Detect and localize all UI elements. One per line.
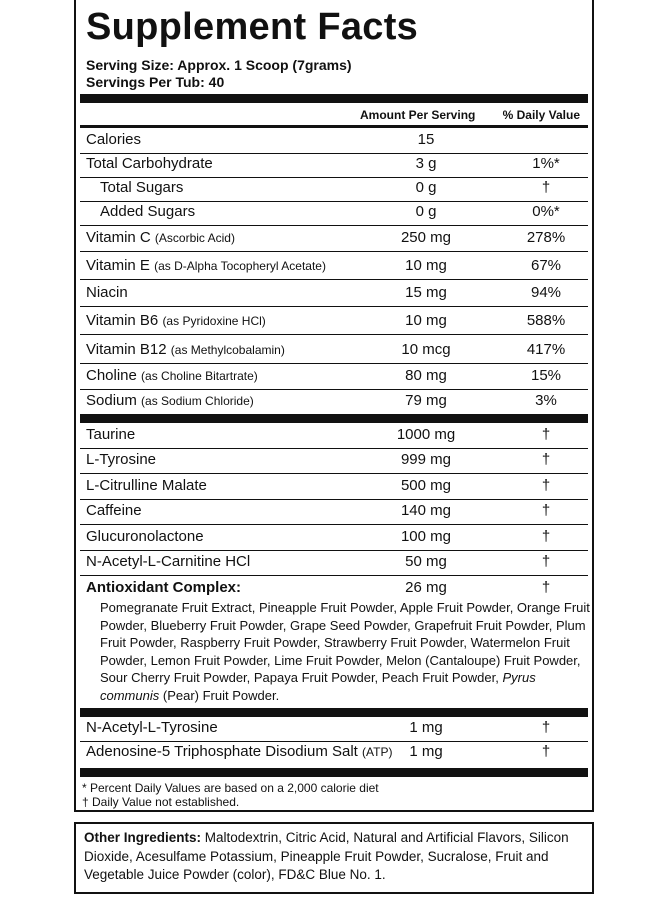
blend-text-italic: Pyrus communis <box>100 670 536 703</box>
ingredient-dv: † <box>541 477 551 494</box>
supplement-facts-panel <box>74 0 594 812</box>
ingredient-label: Adenosine-5 Triphosphate Disodium Salt <box>86 743 358 760</box>
serving-size-value: Approx. 1 Scoop (7grams) <box>177 57 352 73</box>
nutrient-amount: 0 g <box>415 179 437 196</box>
table-row <box>80 202 588 224</box>
header-daily-value: % Daily Value <box>502 108 580 122</box>
nutrient-name: Total Carbohydrate <box>86 155 213 172</box>
table-row <box>80 501 588 523</box>
row-divider <box>80 524 588 526</box>
table-row <box>80 283 588 305</box>
ingredient-dv: † <box>541 553 551 570</box>
ingredient-name: L-Tyrosine <box>86 451 157 468</box>
nutrient-name <box>86 229 235 246</box>
nutrient-amount: 250 mg <box>400 229 452 246</box>
nutrient-name <box>86 367 258 384</box>
ingredient-dv: † <box>541 528 551 545</box>
ingredient-name: Taurine <box>86 426 136 443</box>
ingredient-name: L-Citrulline Malate <box>86 477 207 494</box>
nutrient-label: Vitamin B6 <box>86 312 159 329</box>
divider-thick <box>80 708 588 717</box>
table-row <box>80 228 588 250</box>
ingredient-amount: 500 mg <box>400 477 452 494</box>
blend-ingredients <box>100 599 590 704</box>
table-row <box>80 130 588 152</box>
nutrient-amount: 10 mg <box>405 257 447 274</box>
nutrient-dv: 588% <box>526 312 566 329</box>
row-divider <box>80 550 588 552</box>
nutrient-label: Vitamin E <box>86 257 150 274</box>
table-row <box>80 256 588 278</box>
ingredient-dv: † <box>541 502 551 519</box>
nutrient-amount: 15 <box>417 131 435 148</box>
table-row <box>80 425 588 447</box>
table-row <box>80 450 588 472</box>
row-divider <box>80 473 588 475</box>
table-row <box>80 366 588 388</box>
nutrient-dv: 15% <box>530 367 562 384</box>
nutrient-amount: 79 mg <box>405 392 447 409</box>
nutrient-amount: 80 mg <box>405 367 447 384</box>
servings-value: 40 <box>208 74 225 90</box>
ingredient-name: Glucuronolactone <box>86 528 204 545</box>
nutrient-source: (as Sodium Chloride) <box>141 394 254 408</box>
row-divider <box>80 389 588 391</box>
row-divider <box>80 279 588 281</box>
divider-thick <box>80 414 588 423</box>
nutrient-name: Calories <box>86 131 142 148</box>
servings-per-container <box>86 74 224 90</box>
nutrient-name <box>86 312 266 329</box>
other-ingredients-label: Other Ingredients: <box>84 830 202 845</box>
ingredient-name: Caffeine <box>86 502 142 519</box>
table-row <box>80 742 588 764</box>
ingredient-dv: † <box>541 743 551 760</box>
nutrient-amount: 0 g <box>415 203 437 220</box>
other-ingredients-text: Maltodextrin, Citric Acid, Natural and Artificial Flavors, Silicon Dioxide, Acesulfame Potassium, Pineapple Fruit Powder, Sucralose, Fruit and Vegetable Juice Powder (color), FD&C Blue No. 1. <box>84 830 569 882</box>
blend-text-end: (Pear) Fruit Powder. <box>159 687 280 703</box>
nutrient-amount: 10 mg <box>405 312 447 329</box>
nutrient-source: (Ascorbic Acid) <box>154 231 235 245</box>
table-row <box>80 552 588 574</box>
servings-label: Servings Per Tub: <box>86 74 205 90</box>
nutrient-label: Vitamin C <box>86 229 151 246</box>
footnote-percent-dv: * Percent Daily Values are based on a 2,000 calorie diet <box>82 781 379 795</box>
ingredient-name <box>86 743 392 760</box>
ingredient-dv: † <box>541 426 551 443</box>
nutrient-source: (as Choline Bitartrate) <box>141 369 258 383</box>
nutrient-name <box>86 257 326 274</box>
header-amount: Amount Per Serving <box>360 108 476 122</box>
row-divider <box>80 306 588 308</box>
ingredient-amount: 1 mg <box>409 719 443 736</box>
serving-size-label: Serving Size: <box>86 57 174 73</box>
blend-text: Pomegranate Fruit Extract, Pineapple Fruit Powder, Apple Fruit Powder, Orange Fruit Powder, Blueberry Fruit Powder, Grape Seed Powder, Grapefruit Fruit Powder, Plum Fruit Powder, Raspberry Fruit Powder, Strawberry Fruit Powder, Watermelon Fruit Powder, Lemon Fruit Powder, Lime Fruit Powder, Melon (Cantaloupe) Fruit Powder, Sour Cherry Fruit Powder, Papaya Fruit Powder, Peach Fruit Powder, <box>100 600 590 685</box>
other-ingredients-box <box>74 822 594 894</box>
nutrient-source: (as D-Alpha Tocopheryl Acetate) <box>154 259 326 273</box>
nutrient-label: Choline <box>86 367 137 384</box>
blend-name: Antioxidant Complex: <box>86 579 242 596</box>
serving-size <box>86 57 352 73</box>
ingredient-amount: 100 mg <box>400 528 452 545</box>
ingredient-amount: 50 mg <box>405 553 447 570</box>
nutrient-name <box>86 392 254 409</box>
ingredient-dv: † <box>541 719 551 736</box>
ingredient-source: (ATP) <box>362 745 393 759</box>
nutrient-dv: 67% <box>530 257 562 274</box>
nutrient-amount: 15 mg <box>405 284 447 301</box>
nutrient-label: Sodium <box>86 392 137 409</box>
ingredient-amount: 1 mg <box>409 743 443 760</box>
nutrient-dv: 3% <box>535 392 557 409</box>
row-divider <box>80 334 588 336</box>
ingredient-dv: † <box>541 451 551 468</box>
table-row <box>80 391 588 413</box>
row-divider <box>80 575 588 577</box>
table-row <box>80 340 588 362</box>
ingredient-name: N-Acetyl-L-Tyrosine <box>86 719 218 736</box>
divider-thick <box>80 768 588 777</box>
row-divider <box>80 448 588 450</box>
footnote-dagger: † Daily Value not established. <box>82 795 240 809</box>
nutrient-label: Vitamin B12 <box>86 341 167 358</box>
table-row <box>80 178 588 200</box>
divider-thick <box>80 94 588 103</box>
table-row-blend <box>80 578 588 600</box>
nutrient-dv: 94% <box>530 284 562 301</box>
nutrient-dv: 278% <box>526 229 566 246</box>
ingredient-amount: 1000 mg <box>396 426 456 443</box>
nutrient-dv: 1%* <box>532 155 560 172</box>
nutrient-dv: 417% <box>526 341 566 358</box>
nutrient-source: (as Methylcobalamin) <box>170 343 285 357</box>
table-row <box>80 476 588 498</box>
row-divider <box>80 499 588 501</box>
table-row <box>80 527 588 549</box>
row-divider <box>80 251 588 253</box>
divider-medium <box>80 125 588 128</box>
nutrient-source: (as Pyridoxine HCl) <box>162 314 266 328</box>
table-row <box>80 154 588 176</box>
nutrient-dv: † <box>541 179 551 196</box>
ingredient-amount: 140 mg <box>400 502 452 519</box>
row-divider <box>80 363 588 365</box>
nutrient-name: Added Sugars <box>100 203 196 220</box>
panel-title: Supplement Facts <box>86 6 419 48</box>
blend-dv: † <box>541 579 551 596</box>
nutrient-amount: 10 mcg <box>401 341 451 358</box>
nutrient-amount: 3 g <box>415 155 437 172</box>
nutrient-name: Total Sugars <box>100 179 184 196</box>
ingredient-name: N-Acetyl-L-Carnitine HCl <box>86 553 251 570</box>
table-row <box>80 718 588 740</box>
nutrient-name: Niacin <box>86 284 128 301</box>
nutrient-name <box>86 341 285 358</box>
table-row <box>80 311 588 333</box>
ingredient-amount: 999 mg <box>400 451 452 468</box>
row-divider <box>80 225 588 227</box>
blend-amount: 26 mg <box>405 579 447 596</box>
nutrient-dv: 0%* <box>532 203 560 220</box>
